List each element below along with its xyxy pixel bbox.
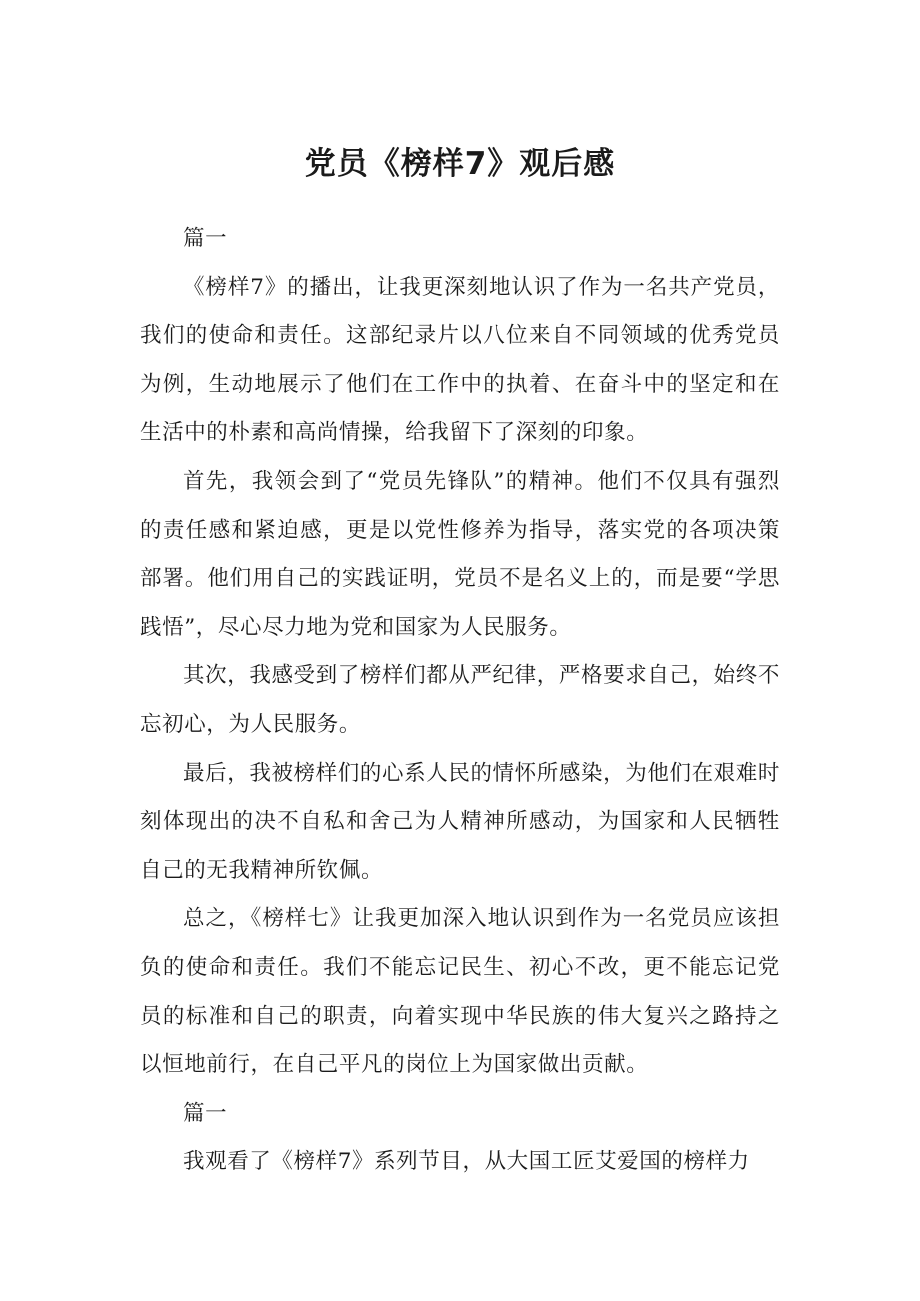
paragraph: 其次，我感受到了榜样们都从严纪律，严格要求自己，始终不忘初心，为人民服务。 <box>140 663 780 737</box>
paragraph: 最后，我被榜样们的心系人民的情怀所感染，为他们在艰难时刻体现出的决不自私和舍己为人精神所感动，为国家和人民牺牲自己的无我精神所钦佩。 <box>140 760 780 883</box>
document-body <box>140 215 780 1187</box>
section-heading: 篇一 <box>183 1100 228 1126</box>
paragraph: 我观看了《榜样7》系列节目，从大国工匠艾爱国的榜样力 <box>183 1149 750 1175</box>
paragraph: 总之，《榜样七》让我更加深入地认识到作为一名党员应该担负的使命和责任。我们不能忘记民生、初心不改，更不能忘记党员的标准和自己的职责，向着实现中华民族的伟大复兴之路持之以恒地前行，在自己平凡的岗位上为国家做出贡献。 <box>140 906 780 1078</box>
paragraph: 首先，我领会到了“党员先锋队”的精神。他们不仅具有强烈的责任感和紧迫感，更是以党性修养为指导，落实党的各项决策部署。他们用自己的实践证明，党员不是名义上的，而是要“学思践悟”，尽心尽力地为党和国家为人民服务。 <box>140 468 780 640</box>
section-heading: 篇一 <box>183 226 228 251</box>
paragraph: 《榜样7》的播出，让我更深刻地认识了作为一名共产党员，我们的使命和责任。这部纪录片以八位来自不同领域的优秀党员为例，生动地展示了他们在工作中的执着、在奋斗中的坚定和在生活中的朴素和高尚情操，给我留下了深刻的印象。 <box>140 274 780 446</box>
document-title: 党员《榜样7》观后感 <box>304 146 616 182</box>
